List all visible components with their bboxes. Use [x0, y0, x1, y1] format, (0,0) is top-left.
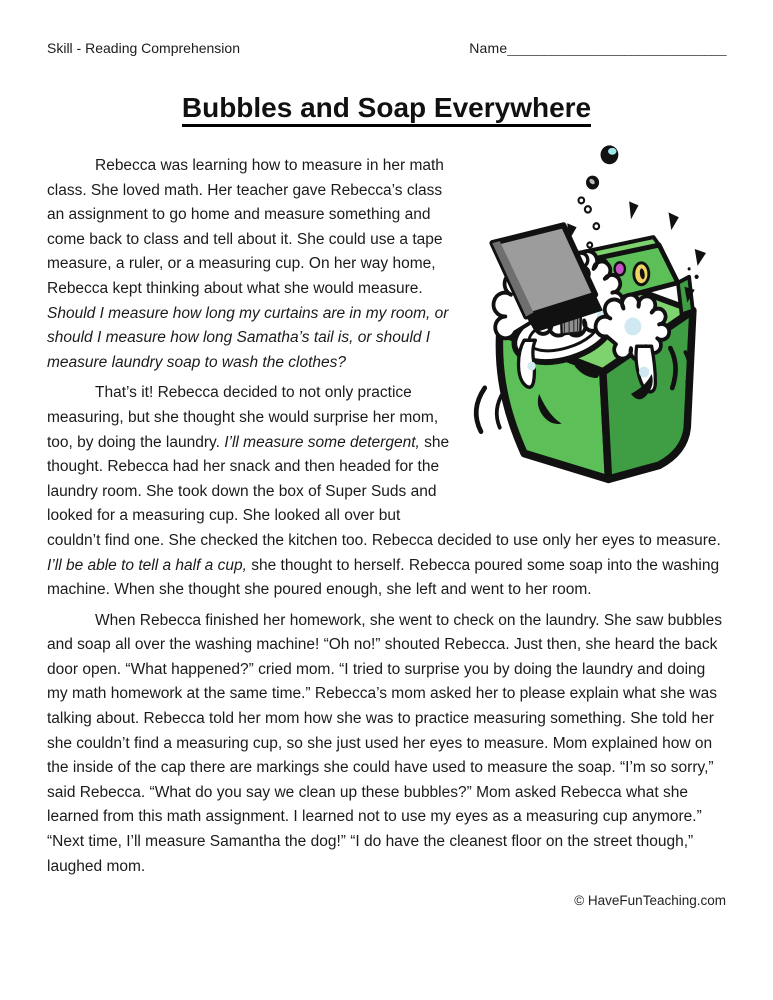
page-footer: [47, 893, 726, 908]
story-paragraph: [47, 609, 726, 880]
washer-knob: [615, 262, 625, 275]
story-text-italic: Should I measure how long my curtains are in my room, or should I measure how long Samatha’s tail is, or should I measure laundry soap to wash the clothes?: [47, 304, 449, 371]
story-text: Rebecca was learning how to measure in her math class. She loved math. Her teacher gave Rebecca’s class an assignment to go home and measure something and come back to class and tell about it. She could use a tape measure, a ruler, or a measuring cup. On her way home, Rebecca kept thinking about what she would measure.: [47, 157, 444, 297]
name-label: Name: [469, 40, 508, 56]
copyright-text: © HaveFunTeaching.com: [574, 893, 726, 909]
washing-machine-illustration: [466, 128, 766, 500]
page-title: Bubbles and Soap Everywhere: [47, 92, 726, 124]
story-text-italic: I’ll measure some detergent,: [224, 433, 420, 451]
name-field: [469, 40, 726, 56]
skill-label: Skill - Reading Comprehension: [47, 40, 240, 56]
bubbles: [579, 145, 619, 247]
story-text: When Rebecca finished her homework, she went to check on the laundry. She saw bubbles and soap all over the washing machine! “Oh no!” shouted Rebecca. Just then, she heard the back door open. “What happened?” cried mom. “I tried to surprise you by doing the laundry and doing my math homework at the same time.” Rebecca’s mom asked her to please explain what she was talking about. Rebecca told her mom how she was to practice measuring something. She told her she couldn’t find a measuring cup, so she just used her eyes to measure. Mom explained how on the inside of the cap there are markings she could have used to measure the soap. “I’m so sorry,” said Rebecca. “What do you say we clean up these bubbles?” Mom asked Rebecca what she learned from this math assignment. I learned not to use my eyes as a measuring cup anymore.” “Next time, I’ll measure Samantha the dog!” “I do have the cleanest floor on the street though,” laughed mom.: [47, 611, 722, 875]
story: [47, 154, 726, 879]
story-text-italic: I’ll be able to tell a half a cup,: [47, 556, 247, 574]
washing-machine-clipart: [466, 128, 766, 500]
story-text: she thought to herself. Rebecca poured some soap into the washing machine. When she thought she poured enough, she left and went to her room.: [47, 556, 720, 599]
story-text: That’s it! Rebecca decided to not only practice measuring, but she thought she would surprise her mom, too, by doing the laundry.: [47, 384, 439, 451]
story-text: she thought. Rebecca had her snack and then headed for the laundry room. She took down the box of Super Suds and looked for a measuring cup. She looked all over but couldn’t find one. She checked the kitchen too. Rebecca decided to use only her eyes to measure.: [47, 433, 721, 549]
name-blank-line: ______________________________: [507, 40, 726, 56]
page-header: [47, 40, 726, 56]
